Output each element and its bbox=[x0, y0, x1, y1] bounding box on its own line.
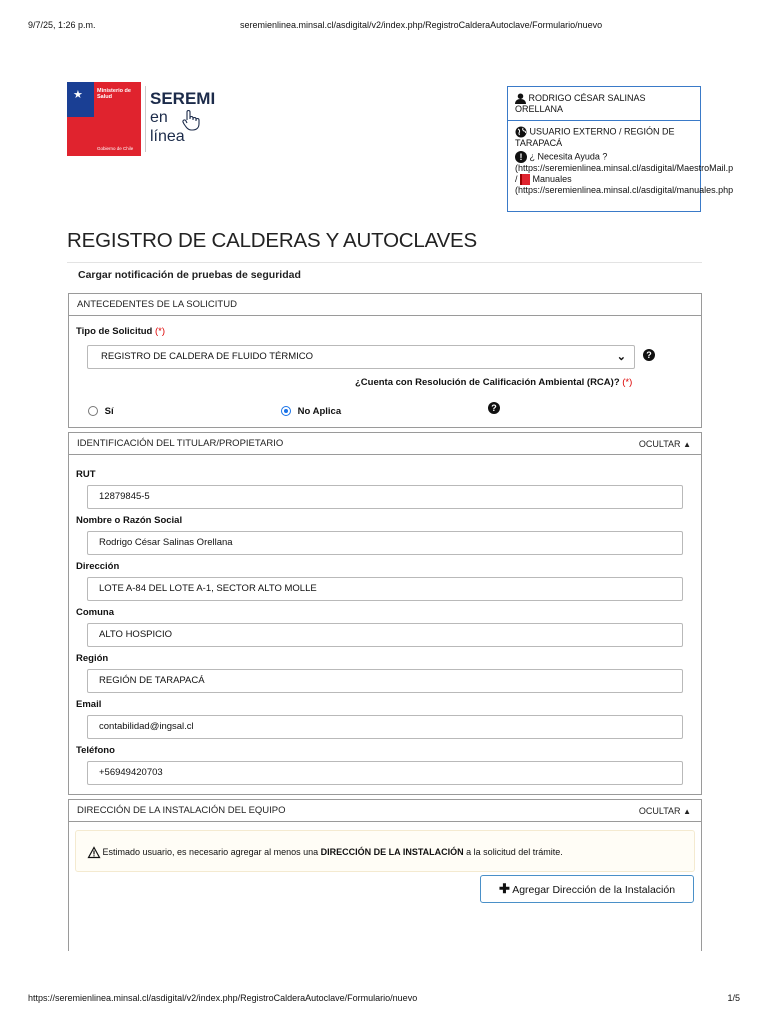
telefono-label: Teléfono bbox=[76, 745, 115, 756]
alert-suffix: a la solicitud del trámite. bbox=[466, 847, 563, 857]
chevron-up-icon: ▲ bbox=[683, 440, 691, 449]
seremi-logo[interactable] bbox=[67, 82, 216, 156]
warning-icon bbox=[88, 847, 100, 858]
user-details bbox=[508, 121, 734, 196]
exclamation-icon: ! bbox=[515, 151, 527, 163]
instalacion-toggle-label: OCULTAR bbox=[638, 806, 681, 816]
logo-brand-en: en bbox=[150, 109, 168, 126]
instalacion-alert bbox=[75, 830, 695, 872]
hand-pointer-icon bbox=[179, 108, 203, 132]
rca-help-icon[interactable]: ? bbox=[488, 402, 500, 414]
direccion-input[interactable]: LOTE A-84 DEL LOTE A-1, SECTOR ALTO MOLLE bbox=[87, 577, 683, 601]
rca-question-text: ¿Cuenta con Resolución de Calificación Ambiental (RCA)? bbox=[355, 377, 620, 388]
titular-toggle[interactable] bbox=[639, 433, 691, 456]
rca-radio-si-dot[interactable] bbox=[88, 406, 98, 416]
email-input[interactable]: contabilidad@ingsal.cl bbox=[87, 715, 683, 739]
required-mark: (*) bbox=[155, 326, 166, 337]
footer-url: https://seremienlinea.minsal.cl/asdigital/v2/index.php/RegistroCalderaAutoclave/Formulario/nuevo bbox=[28, 993, 418, 1003]
instalacion-header bbox=[69, 800, 701, 822]
tipo-solicitud-label-text: Tipo de Solicitud bbox=[76, 326, 153, 337]
comuna-input[interactable]: ALTO HOSPICIO bbox=[87, 623, 683, 647]
tipo-solicitud-label bbox=[76, 326, 165, 337]
manual-book-icon bbox=[520, 174, 530, 185]
manuals-url[interactable]: (https://seremienlinea.minsal.cl/asdigital/manuales.php bbox=[515, 185, 734, 196]
instalacion-chevron-up-icon: ▲ bbox=[683, 807, 691, 816]
logo-brand-linea: línea bbox=[150, 128, 185, 145]
titular-header bbox=[69, 433, 701, 455]
titular-header-label: IDENTIFICACIÓN DEL TITULAR/PROPIETARIO bbox=[77, 438, 284, 449]
user-role: USUARIO EXTERNO / REGIÓN DE TARAPACÁ bbox=[515, 126, 675, 149]
instalacion-header-label: DIRECCIÓN DE LA INSTALACIÓN DEL EQUIPO bbox=[77, 805, 286, 816]
titular-panel bbox=[68, 432, 702, 795]
alert-bold: DIRECCIÓN DE LA INSTALACIÓN bbox=[320, 847, 464, 857]
region-label: Región bbox=[76, 653, 109, 664]
nombre-input[interactable]: Rodrigo César Salinas Orellana bbox=[87, 531, 683, 555]
add-direccion-label: Agregar Dirección de la Instalación bbox=[512, 884, 676, 896]
user-name: RODRIGO CÉSAR SALINAS ORELLANA bbox=[515, 93, 646, 115]
rca-required-mark: (*) bbox=[622, 377, 633, 388]
print-datetime: 9/7/25, 1:26 p.m. bbox=[28, 20, 96, 30]
rca-radio-si[interactable] bbox=[88, 406, 114, 417]
title-divider bbox=[67, 262, 702, 263]
print-url: seremienlinea.minsal.cl/asdigital/v2/index.php/RegistroCalderaAutoclave/Formulario/nuevo bbox=[240, 20, 603, 30]
links-separator: / bbox=[515, 174, 518, 185]
help-url[interactable]: (https://seremienlinea.minsal.cl/asdigital/MaestroMail.p bbox=[515, 163, 734, 174]
antecedentes-header bbox=[69, 294, 701, 316]
antecedentes-panel bbox=[68, 293, 702, 428]
rca-radio-no-aplica-label: No Aplica bbox=[297, 406, 342, 417]
help-icon[interactable]: ? bbox=[643, 349, 655, 361]
globe-icon bbox=[515, 126, 527, 138]
user-name-row bbox=[508, 87, 700, 121]
nombre-label: Nombre o Razón Social bbox=[76, 515, 183, 526]
direccion-label: Dirección bbox=[76, 561, 120, 572]
page-number: 1/5 bbox=[727, 993, 740, 1003]
plus-icon: ✚ bbox=[498, 881, 510, 896]
rut-input[interactable]: 12879845-5 bbox=[87, 485, 683, 509]
chile-star-icon: ★ bbox=[73, 89, 83, 101]
telefono-input[interactable]: +56949420703 bbox=[87, 761, 683, 785]
region-input[interactable]: REGIÓN DE TARAPACÁ bbox=[87, 669, 683, 693]
logo-brand-seremi: SEREMI bbox=[150, 89, 216, 108]
rca-radio-no-aplica-dot[interactable] bbox=[281, 406, 291, 416]
logo-divider bbox=[145, 86, 146, 152]
rca-radio-si-label: Sí bbox=[104, 406, 114, 417]
instalacion-panel bbox=[68, 799, 702, 951]
antecedentes-header-label: ANTECEDENTES DE LA SOLICITUD bbox=[77, 299, 237, 310]
help-link[interactable]: ¿ Necesita Ayuda ? bbox=[529, 151, 608, 162]
tipo-solicitud-select[interactable] bbox=[87, 345, 635, 369]
rut-label: RUT bbox=[76, 469, 96, 480]
comuna-label: Comuna bbox=[76, 607, 114, 618]
logo-gobierno: Gobierno de Chile bbox=[97, 146, 134, 151]
titular-toggle-label: OCULTAR bbox=[638, 439, 681, 449]
page-subtitle: Cargar notificación de pruebas de seguridad bbox=[78, 269, 301, 281]
manuals-link[interactable]: Manuales bbox=[532, 174, 572, 185]
instalacion-toggle[interactable] bbox=[639, 800, 691, 823]
email-label: Email bbox=[76, 699, 102, 710]
print-footer bbox=[28, 993, 740, 1003]
rca-question bbox=[355, 377, 632, 388]
user-icon bbox=[515, 93, 526, 104]
tipo-solicitud-value: REGISTRO DE CALDERA DE FLUIDO TÉRMICO bbox=[101, 351, 314, 362]
alert-prefix: Estimado usuario, es necesario agregar al menos una bbox=[102, 847, 319, 857]
logo-ministry: Ministerio de Salud bbox=[97, 88, 131, 101]
rca-radio-no-aplica[interactable] bbox=[281, 406, 341, 417]
chevron-down-icon: ⌄ bbox=[616, 351, 626, 363]
add-direccion-button[interactable] bbox=[480, 875, 694, 903]
user-info-box bbox=[507, 86, 734, 212]
page-title: REGISTRO DE CALDERAS Y AUTOCLAVES bbox=[67, 229, 477, 252]
